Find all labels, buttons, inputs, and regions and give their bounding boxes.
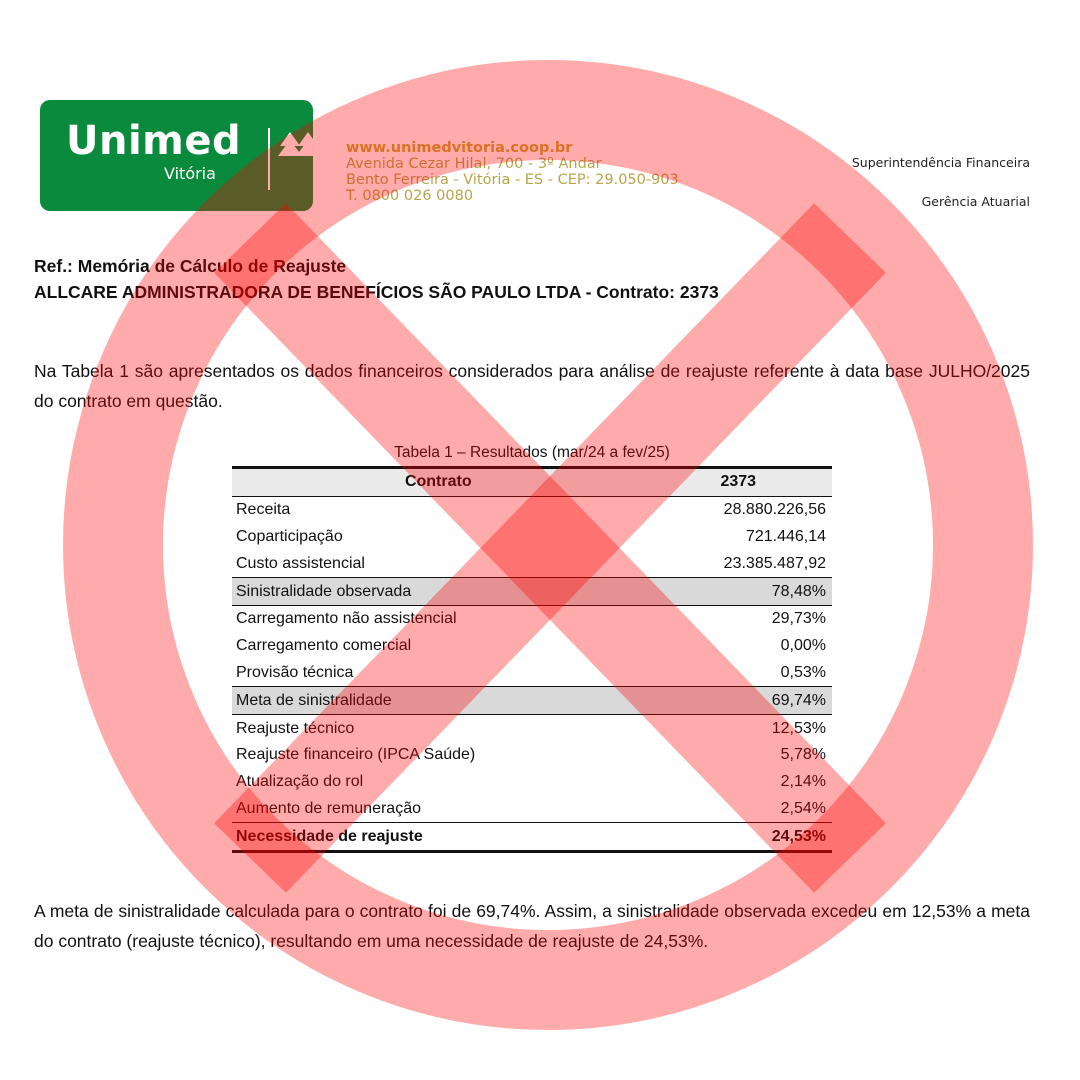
table-header-value: 2373	[645, 468, 832, 497]
intro-paragraph: Na Tabela 1 são apresentados os dados financeiros considerados para análise de reajuste referente à data base JULHO/2025 do contrato em questão.	[34, 361, 1030, 411]
table-row-total	[232, 823, 832, 852]
tree-icon	[274, 122, 324, 162]
row-label: Provisão técnica	[236, 663, 354, 681]
row-value: 78,48%	[645, 578, 832, 606]
row-value: 29,73%	[771, 610, 826, 628]
table-row	[232, 633, 832, 660]
table-row	[232, 660, 832, 687]
row-value: 23.385.487,92	[723, 554, 826, 572]
table-row	[232, 715, 832, 742]
address-line-2: Bento Ferreira - Vitória - ES - CEP: 29.050-903	[346, 172, 679, 188]
department-atuarial: Gerência Atuarial	[921, 194, 1030, 209]
website-link[interactable]: www.unimedvitoria.coop.br	[346, 140, 573, 156]
department-financeira: Superintendência Financeira	[851, 155, 1030, 170]
results-table	[232, 466, 832, 853]
table-row	[232, 796, 832, 823]
row-value: 5,78%	[780, 746, 826, 764]
row-label: Carregamento comercial	[236, 637, 412, 655]
row-value: 24,53%	[645, 823, 832, 852]
row-value: 2,54%	[780, 799, 826, 817]
logo-subtitle: Vitória	[164, 164, 216, 183]
row-label: Carregamento não assistencial	[236, 610, 457, 628]
phone-number: T. 0800 026 0080	[346, 188, 474, 204]
row-label: Receita	[236, 501, 291, 519]
table-header-label: Contrato	[232, 468, 645, 497]
row-value: 2,14%	[780, 773, 826, 791]
logo-brand: Unimed	[66, 118, 242, 164]
row-label: Reajuste financeiro (IPCA Saúde)	[236, 746, 476, 764]
table-row	[232, 496, 832, 523]
table-row-highlight	[232, 687, 832, 715]
address-block	[346, 140, 726, 204]
row-label: Atualização do rol	[236, 773, 364, 791]
conclusion-paragraph: A meta de sinistralidade calculada para o contrato foi de 69,74%. Assim, a sinistralidade observada excedeu em 12,53% a meta do contrato (reajuste técnico), resultando em uma necessidade de reajuste de 24,53%.	[34, 901, 1030, 951]
address-line-1: Avenida Cezar Hilal, 700 - 3º Andar	[346, 156, 602, 172]
table-caption: Tabela 1 – Resultados (mar/24 a fev/25)	[394, 444, 670, 461]
row-label: Meta de sinistralidade	[232, 687, 645, 715]
table-header-row	[232, 468, 832, 497]
row-label: Necessidade de reajuste	[232, 823, 645, 852]
row-label: Aumento de remuneração	[236, 799, 421, 817]
unimed-logo	[40, 100, 313, 211]
table-row-highlight	[232, 578, 832, 606]
reference-contract: ALLCARE ADMINISTRADORA DE BENEFÍCIOS SÃO PAULO LTDA - Contrato: 2373	[34, 282, 719, 302]
table-row	[232, 550, 832, 577]
row-label: Custo assistencial	[236, 554, 365, 572]
row-label: Reajuste técnico	[236, 719, 355, 737]
reference-block	[34, 253, 719, 305]
table-row	[232, 605, 832, 632]
reference-title: Ref.: Memória de Cálculo de Reajuste	[34, 256, 347, 276]
row-value: 28.880.226,56	[723, 501, 826, 519]
row-value: 69,74%	[645, 687, 832, 715]
row-value: 0,00%	[780, 637, 826, 655]
row-label: Sinistralidade observada	[232, 578, 645, 606]
table-row	[232, 769, 832, 796]
logo-divider	[268, 128, 270, 190]
row-label: Coparticipação	[236, 527, 343, 545]
row-value: 0,53%	[780, 663, 826, 681]
row-value: 721.446,14	[745, 527, 826, 545]
table-row	[232, 524, 832, 551]
row-value: 12,53%	[771, 719, 826, 737]
table-row	[232, 742, 832, 769]
